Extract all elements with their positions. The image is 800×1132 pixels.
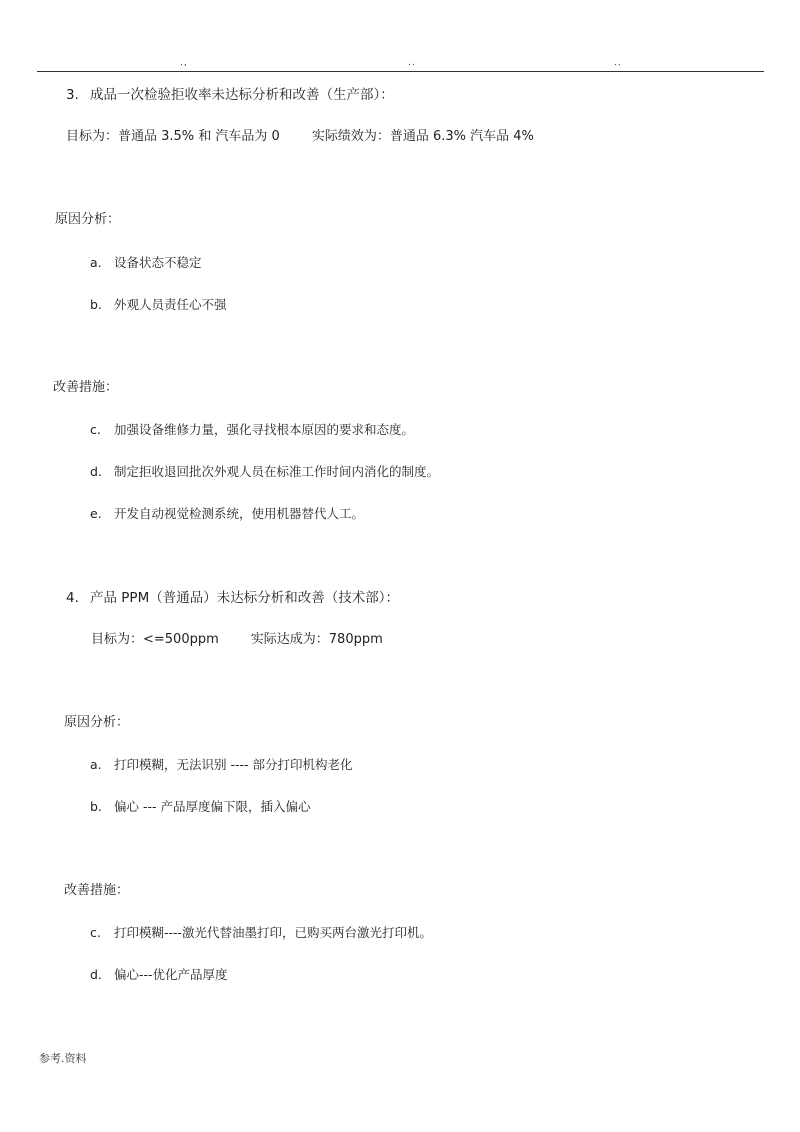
list-item-text: 打印模糊----激光代替油墨打印，已购买两台激光打印机。 bbox=[114, 925, 433, 940]
section-3-cause-a bbox=[90, 254, 202, 272]
section-4-measure-c bbox=[90, 924, 432, 942]
section-3-cause-b bbox=[90, 296, 227, 314]
list-item-text: 设备状态不稳定 bbox=[114, 255, 202, 270]
list-item-text: 偏心 --- 产品厚度偏下限，插入偏心 bbox=[114, 799, 311, 814]
section-3-target-line bbox=[66, 128, 534, 146]
section-4-measures-label: 改善措施： bbox=[64, 883, 130, 898]
section-3-measure-c bbox=[90, 421, 414, 439]
section-4-actual: 实际达成为：780ppm bbox=[250, 632, 383, 647]
section-4-number: 4. bbox=[66, 590, 79, 606]
header-rule bbox=[37, 71, 764, 72]
list-marker: c. bbox=[90, 422, 101, 437]
list-marker: b. bbox=[90, 799, 102, 814]
list-marker: a. bbox=[90, 255, 102, 270]
list-item-text: 偏心---优化产品厚度 bbox=[114, 967, 228, 982]
section-3-title: 成品一次检验拒收率未达标分析和改善（生产部）： bbox=[90, 87, 394, 103]
list-marker: d. bbox=[90, 967, 102, 982]
section-3-actual: 实际绩效为：普通品 6.3% 汽车品 4% bbox=[311, 129, 534, 144]
header-mark-3: .. bbox=[614, 58, 622, 68]
section-4-title: 产品 PPM（普通品）未达标分析和改善（技术部）： bbox=[90, 590, 399, 606]
section-3-cause-label: 原因分析： bbox=[55, 212, 121, 227]
list-marker: d. bbox=[90, 464, 102, 479]
section-3-target: 目标为：普通品 3.5% 和 汽车品为 0 bbox=[66, 129, 280, 144]
header-mark-1: ., bbox=[180, 58, 188, 68]
section-3-heading bbox=[66, 86, 394, 104]
list-item-text: 外观人员责任心不强 bbox=[114, 297, 227, 312]
list-item-text: 打印模糊，无法识别 ---- 部分打印机构老化 bbox=[114, 757, 353, 772]
list-marker: a. bbox=[90, 757, 102, 772]
section-4-cause-a bbox=[90, 756, 353, 774]
header-mark-2: .. bbox=[408, 58, 416, 68]
section-3-number: 3. bbox=[66, 87, 79, 103]
list-marker: c. bbox=[90, 925, 101, 940]
list-marker: b. bbox=[90, 297, 102, 312]
list-item-text: 加强设备维修力量，强化寻找根本原因的要求和态度。 bbox=[114, 422, 415, 437]
list-item-text: 制定拒收退回批次外观人员在标准工作时间内消化的制度。 bbox=[114, 464, 440, 479]
section-4-heading bbox=[66, 589, 399, 607]
footer-text: 参考.资料 bbox=[39, 1052, 87, 1065]
section-3-measure-d bbox=[90, 463, 439, 481]
section-4-cause-label: 原因分析： bbox=[64, 715, 130, 730]
section-3-measure-e bbox=[90, 505, 364, 523]
section-3-measures-label: 改善措施： bbox=[53, 380, 119, 395]
list-marker: e. bbox=[90, 506, 102, 521]
list-item-text: 开发自动视觉检测系统，使用机器替代人工。 bbox=[114, 506, 365, 521]
section-4-measure-d bbox=[90, 966, 228, 984]
section-4-target-line bbox=[91, 631, 383, 649]
section-4-target: 目标为：<=500ppm bbox=[91, 632, 219, 647]
section-4-cause-b bbox=[90, 798, 310, 816]
